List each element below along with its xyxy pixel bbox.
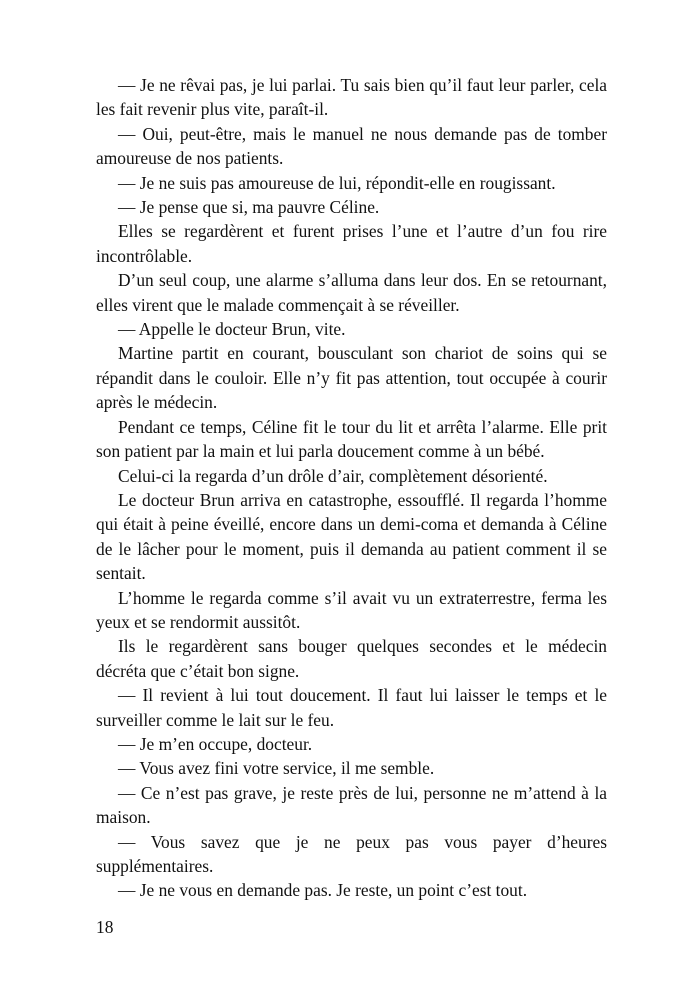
paragraph: Pendant ce temps, Céline fit le tour du lit et arrêta l’alarme. Elle prit son patient par la main et lui parla doucement comme à un bébé. (96, 416, 607, 462)
paragraph: Ils le regardèrent sans bouger quelques secondes et le médecin décréta que c’était bon signe. (96, 636, 607, 681)
paragraph: Le docteur Brun arriva en catastrophe, essoufflé. Il regarda l’homme qui était à peine éveillé, encore dans un demi-coma et demanda à Céline de le lâcher pour le moment, puis il demanda au patient comment il se sentait. (96, 489, 607, 584)
paragraph: — Vous avez fini votre service, il me semble. (118, 758, 435, 779)
paragraph: L’homme le regarda comme s’il avait vu un extraterrestre, ferma les yeux et se rendormit aussitôt. (96, 587, 607, 632)
paragraph: Celui-ci la regarda d’un drôle d’air, complètement désorienté. (118, 465, 548, 486)
paragraph: — Je m’en occupe, docteur. (118, 733, 313, 754)
page-body (96, 73, 607, 903)
paragraph: — Je ne vous en demande pas. Je reste, un point c’est tout. (118, 880, 528, 901)
paragraph: — Appelle le docteur Brun, vite. (118, 319, 346, 340)
paragraph: D’un seul coup, une alarme s’alluma dans leur dos. En se retournant, elles virent que le malade commençait à se réveiller. (96, 270, 607, 315)
paragraph: — Je ne suis pas amoureuse de lui, répondit-elle en rougissant. (118, 172, 556, 193)
paragraph: — Il revient à lui tout doucement. Il faut lui laisser le temps et le surveiller comme le lait sur le feu. (96, 685, 607, 730)
paragraph: Elles se regardèrent et furent prises l’une et l’autre d’un fou rire incontrôlable. (96, 221, 607, 266)
paragraph: — Ce n’est pas grave, je reste près de lui, personne ne m’attend à la maison. (96, 782, 607, 828)
paragraph: — Je ne rêvai pas, je lui parlai. Tu sais bien qu’il faut leur parler, cela les fait revenir plus vite, paraît-il. (96, 75, 607, 120)
paragraph: Martine partit en courant, bousculant son chariot de soins qui se répandit dans le couloir. Elle n’y fit pas attention, tout occupée à courir après le médecin. (96, 343, 607, 413)
paragraph: — Oui, peut-être, mais le manuel ne nous demande pas de tomber amoureuse de nos patients. (96, 123, 607, 169)
paragraph: — Vous savez que je ne peux pas vous payer d’heures supplémentaires. (96, 831, 607, 876)
paragraph: — Je pense que si, ma pauvre Céline. (118, 197, 380, 218)
page-number: 18 (96, 917, 114, 937)
